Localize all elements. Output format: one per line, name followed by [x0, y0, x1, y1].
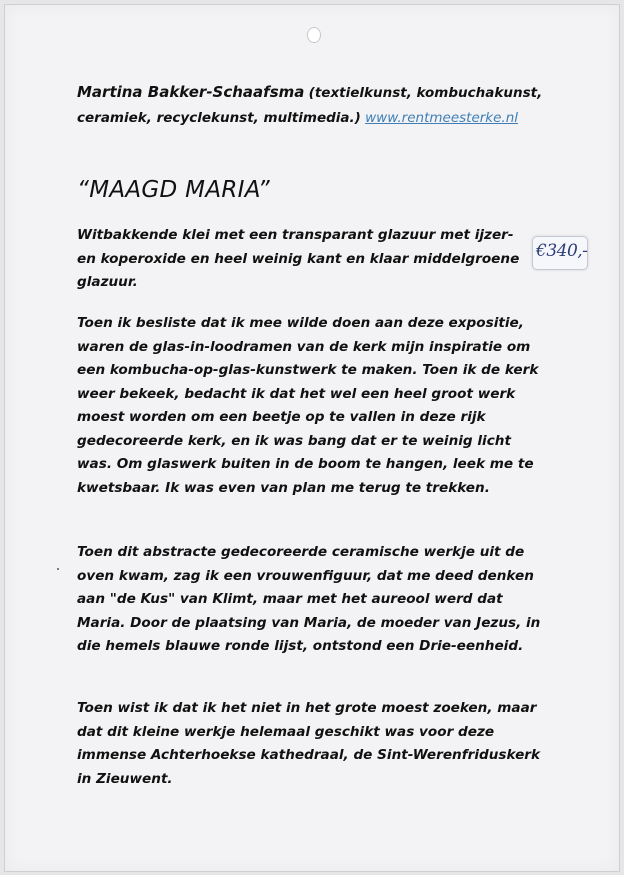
- story-paragraph-2: Toen dit abstracte gedecoreerde ceramische werkje uit de oven kwam, zag ik een vrouwenfiguur, dat me deed denken aan "de Kus" van Klimt, maar met het aureool werd dat Maria. Door de plaatsing van Maria, de moeder van Jezus, in die hemels blauwe ronde lijst, ontstond een Drie-eenheid.: [77, 544, 541, 654]
- document-sheet: [4, 4, 620, 872]
- artist-name: Martina Bakker-Schaafsma: [77, 83, 305, 101]
- punch-hole: [307, 27, 321, 43]
- speck-mark: [57, 568, 59, 570]
- price-label: €340,-: [536, 241, 588, 261]
- material-description: Witbakkende klei met een transparant glazuur met ijzer- en koperoxide en heel weinig kant en klaar middelgroene glazuur.: [77, 227, 520, 290]
- price-sticker: [532, 236, 588, 270]
- artist-header: [77, 80, 547, 131]
- artwork-title: “MAAGD MARIA”: [77, 177, 270, 203]
- story-paragraph-3: Toen wist ik dat ik het niet in het grote moest zoeken, maar dat dit kleine werkje helemaal geschikt was voor deze immense Achterhoekse kathedraal, de Sint-Werenfriduskerk in Zieuwent.: [77, 700, 541, 787]
- website-link[interactable]: www.rentmeesterke.nl: [365, 110, 519, 126]
- story-paragraph-1: Toen ik besliste dat ik mee wilde doen aan deze expositie, waren de glas-in-loodramen van de kerk mijn inspiratie om een kombucha-op-glas-kunstwerk te maken. Toen ik de kerk weer bekeek, bedacht ik dat het wel een heel groot werk moest worden om een beetje op te vallen in deze rijk gedecoreerde kerk, en ik was bang dat er te weinig licht was. Om glaswerk buiten in de boom te hangen, leek me te kwetsbaar. Ik was even van plan me terug te trekken.: [77, 315, 539, 496]
- artist-disciplines: (textielkunst, kombuchakunst, ceramiek, recyclekunst, multimedia.): [77, 85, 543, 126]
